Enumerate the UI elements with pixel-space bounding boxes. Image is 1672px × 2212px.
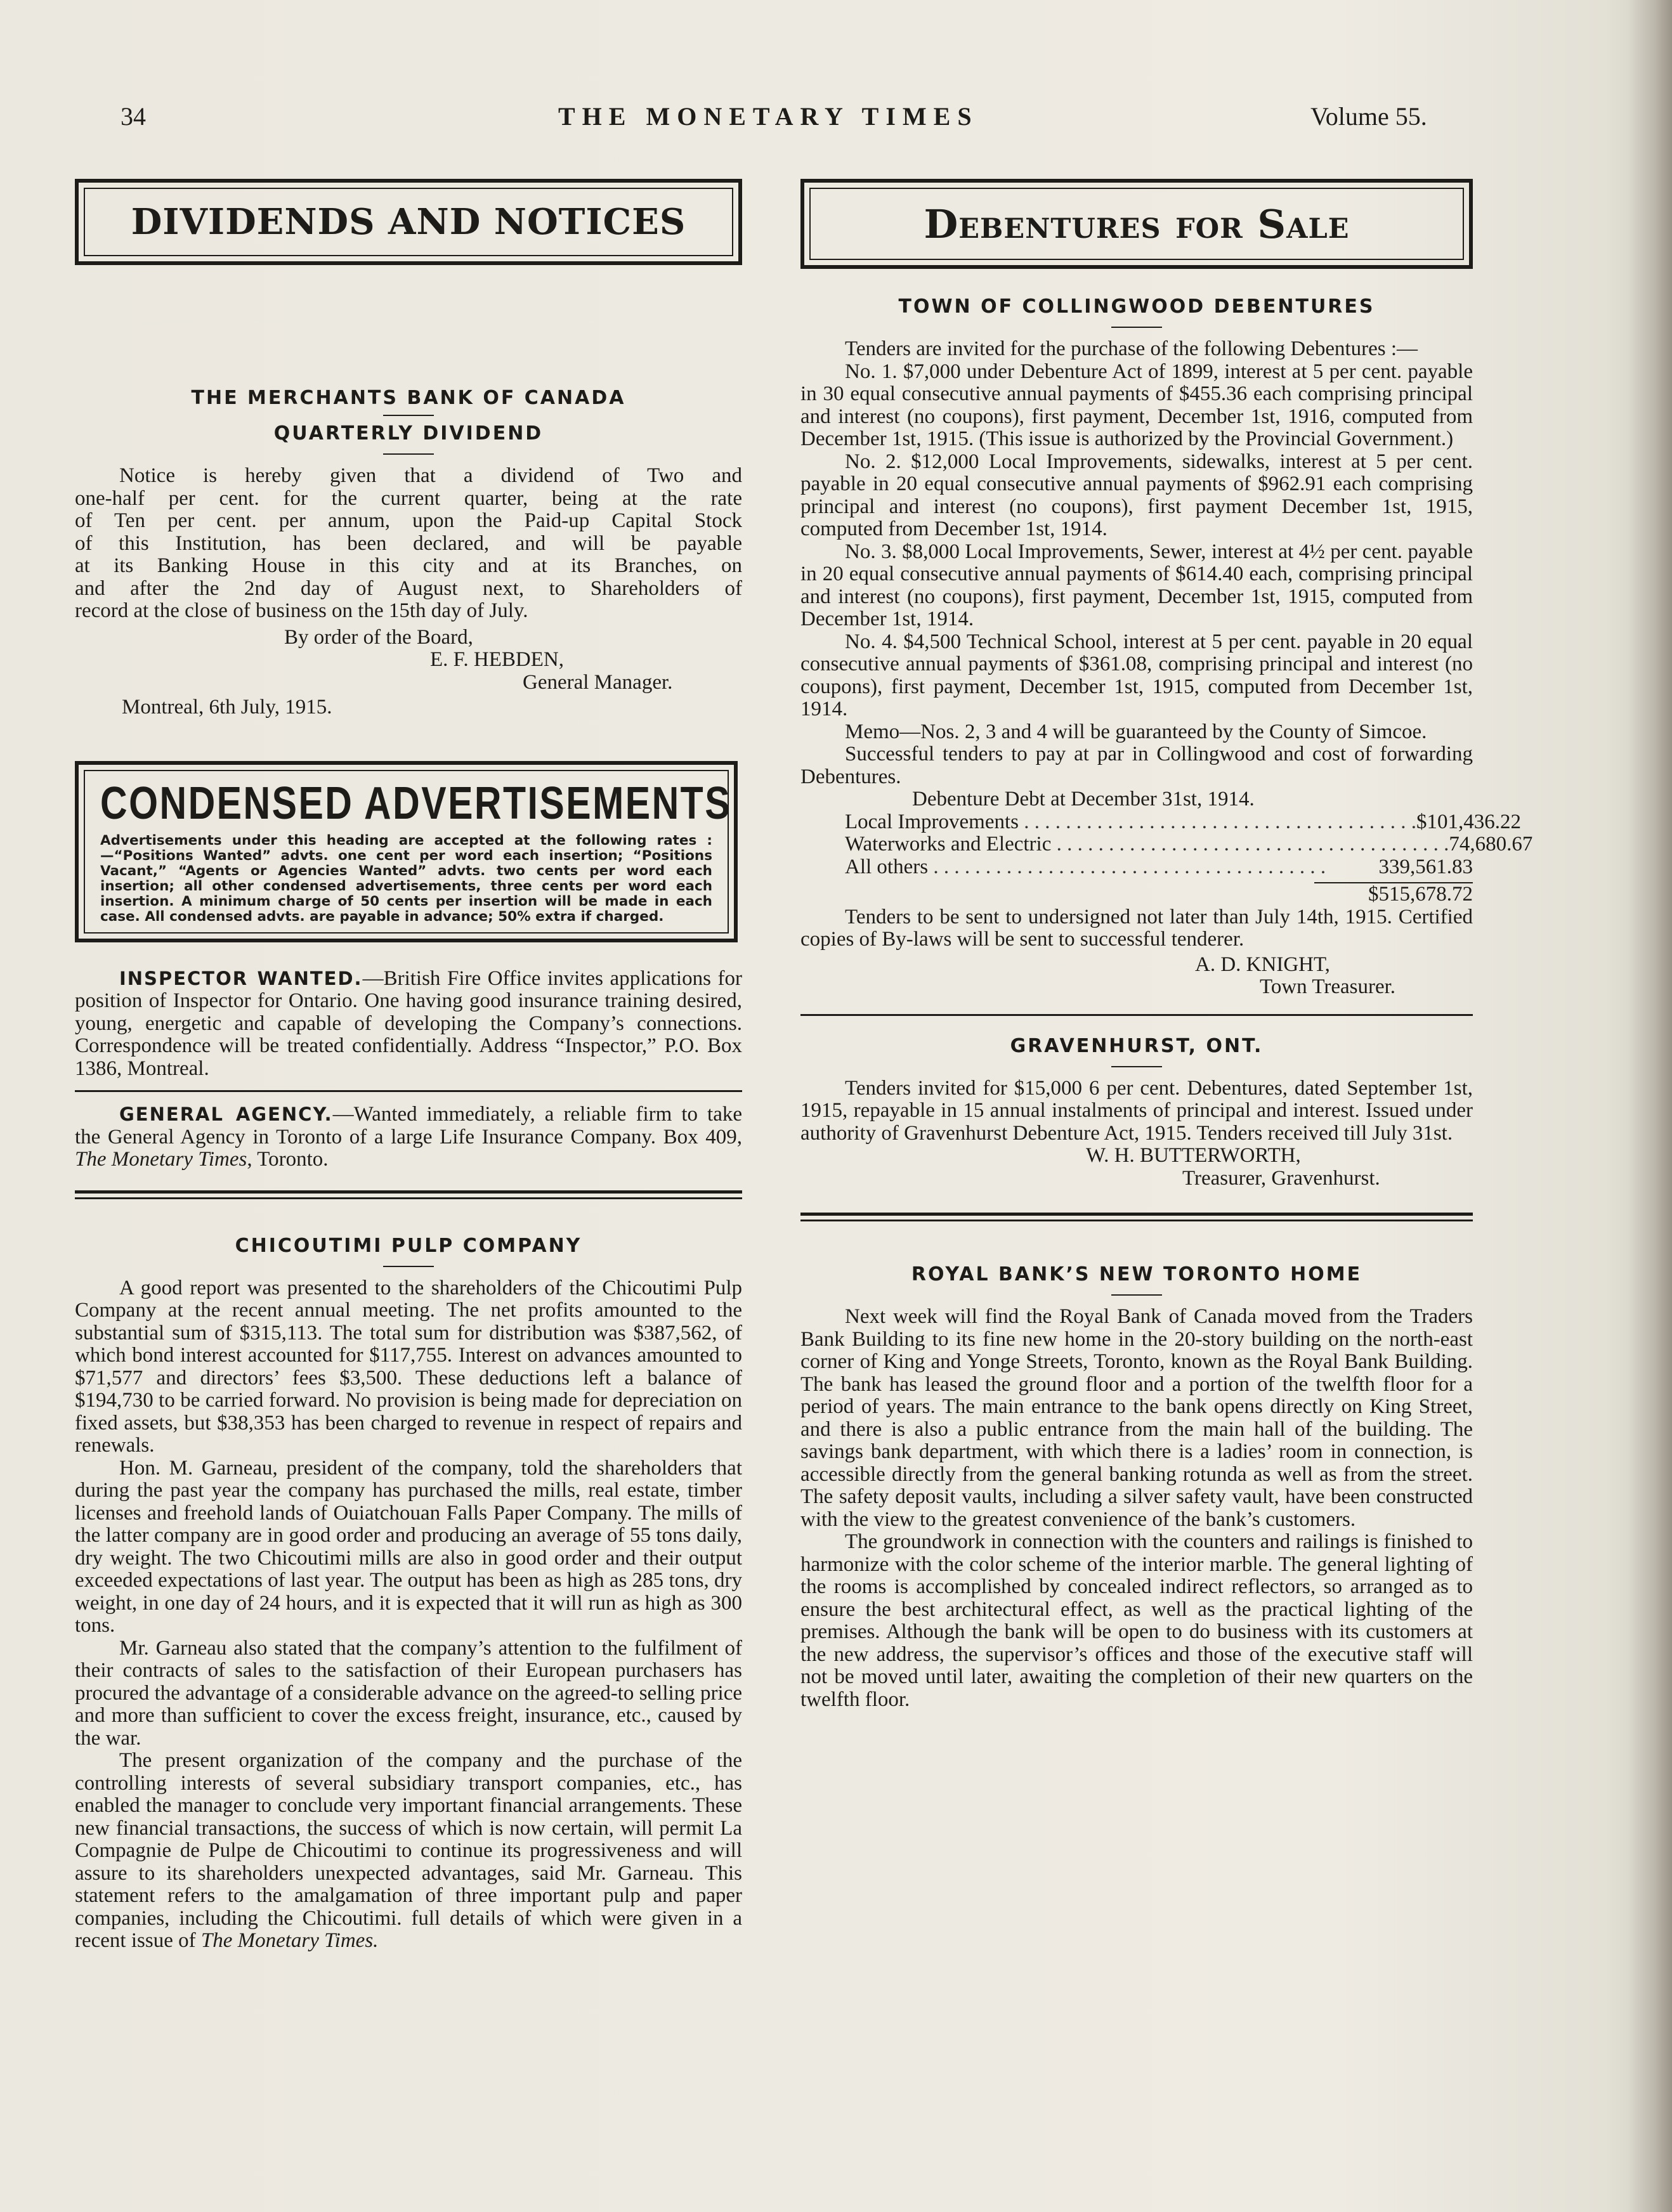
merchants-notice (75, 465, 742, 719)
agency-lead: GENERAL AGENCY. (119, 1103, 333, 1125)
debt-label: Local Improvements (845, 810, 1019, 833)
debenture-no-2: No. 2. $12,000 Local Improvements, sidewalks, interest at 5 per cent. payable in 20 equal consecutive annual payments of $962.91 each comprising principal and interest (no coupons), first payment December 1st, 1915, computed from December 1st, 1914. (800, 450, 1473, 540)
debentures-banner (800, 179, 1473, 269)
condensed-ads-rates: Advertisements under this heading are accepted at the following rates :—“Positions Wanted” advts. one cent per word each insertion; “Positions Vacant,” “Agents or Agencies Wanted” advts. two cents per word each insertion; all other condensed advertisements, three cents per word each insertion. A minimum charge of 50 cents per insertion will be made in each case. All condensed advts. are payable in advance; 50% extra if charged. (100, 832, 712, 925)
publication-title: THE MONETARY TIMES (558, 102, 979, 131)
debt-title: Debenture Debt at December 31st, 1914. (912, 788, 1255, 810)
page-edge-shadow (1628, 0, 1672, 2212)
dividends-banner-title: DIVIDENDS AND NOTICES (84, 188, 733, 256)
leader-dots: . . . . . . . . . . . . . . . . . . . . . . . . . . . . . . . . . . . . . . (928, 855, 1326, 878)
section-divider (800, 1213, 1473, 1221)
chicoutimi-paragraph: Hon. M. Garneau, president of the company, told the shareholders that during the past year the company has purchased the mills, real estate, timber licenses and freehold lands of Ouiatchouan Falls Paper Company. The mills of the latter company are in good order and producing an average of 55 tons daily, dry weight. The two Chicoutimi mills are also in good order and their output exceeded expectations of last year. The output has been as high as 285 tons, dry weight, in one day of 24 hours, and it is expected that it will run as high as 300 tons. (75, 1456, 742, 1637)
debt-row (845, 856, 1473, 879)
section-divider (75, 1190, 742, 1199)
inspector-lead: INSPECTOR WANTED. (119, 967, 363, 989)
chicoutimi-p4-text: The present organization of the company and the purchase of the controlling interests of several subsidiary transport companies, etc., has enabled the manager to conclude very important financial arrangements. These new financial transactions, the success of which is now certain, will permit La Compagnie de Pulpe de Chicoutimi to continue its progressiveness and will assure to its shareholders unexpected advantages, said Mr. Garneau. This statement refers to the amalgamation of three important pulp and paper companies, including the Chicoutimi. full details of which were given in a recent issue of (75, 1749, 742, 1952)
merchants-subheading: QUARTERLY DIVIDEND (273, 422, 544, 445)
divider-short (1111, 1294, 1162, 1296)
notice-line: of this Institution, has been declared, and will be payable (75, 531, 742, 555)
inspector-wanted-ad (75, 968, 742, 1081)
collingwood-successful: Successful tenders to pay at par in Collingwood and cost of forwarding Debentures. (800, 743, 1473, 788)
merchants-header-block (75, 265, 742, 409)
agency-publication: The Monetary Times (75, 1148, 247, 1171)
chicoutimi-paragraph: A good report was presented to the shareholders of the Chicoutimi Pulp Company at the recent annual meeting. The net profits amounted to the substantial sum of $315,113. The total sum for distribution was $387,562, of which bond interest accounted for $117,755. Interest on advances amounted to $71,577 and directors’ fees $3,500. These deductions left a balance of $194,730 to be carried forward. No provision is being made for depreciation on fixed assets, but $38,353 has been charged to revenue in respect of repairs and renewals. (75, 1276, 742, 1457)
debt-table (800, 810, 1533, 906)
collingwood-heading: TOWN OF COLLINGWOOD DEBENTURES (898, 296, 1375, 318)
notice-line: and after the 2nd day of August next, to Shareholders of (75, 576, 742, 600)
debt-amount: $101,436.22 (1416, 810, 1521, 833)
dividends-banner (75, 179, 742, 265)
gravenhurst-notice: Tenders invited for $15,000 6 per cent. Debentures, dated September 1st, 1915, repayable in 15 annual instalments of principal and interest. Issued under authority of Gravenhurst Debenture Act, 1915. Tenders received till July 31st. (800, 1076, 1473, 1145)
divider-short (383, 453, 434, 455)
debt-row (845, 833, 1533, 856)
notice-line: at its Banking House in this city and at its Branches, on (75, 554, 742, 577)
condensed-ads-box (75, 761, 738, 942)
gravenhurst-heading: GRAVENHURST, ONT. (1010, 1034, 1264, 1057)
royal-bank-paragraph: Next week will find the Royal Bank of Canada moved from the Traders Bank Building to its fine new home in the 20-story building on the north-east corner of King and Yonge Streets, Toronto, known as the Royal Bank Building. The bank has leased the ground floor and a portion of the twelfth floor for a period of years. The main entrance to the bank opens directly on King Street, and there is also a public entrance from the main hall of the building. The savings bank department, with which there is a ladies’ room in connection, is accessible directly from the general banking rotunda as well as from the street. The safety deposit vaults, including a silver safety vault, have been constructed with the view to the greatest convenience of the bank’s customers. (800, 1305, 1473, 1531)
page-number: 34 (121, 102, 146, 131)
collingwood-intro: Tenders are invited for the purchase of the following Debentures :— (845, 337, 1418, 360)
debt-row (845, 810, 1521, 834)
notice-line: one-half per cent. for the current quarter, being at the rate (75, 486, 742, 510)
merchants-heading: THE MERCHANTS BANK OF CANADA (191, 387, 626, 409)
chicoutimi-paragraph (75, 1750, 742, 1953)
debt-amount: 339,561.83 (1378, 855, 1473, 878)
collingwood-closing: Tenders to be sent to undersigned not later than July 14th, 1915. Certified copies of By-laws will be sent to successful tenderer. (800, 905, 1473, 951)
debt-amount: 74,680.67 (1449, 833, 1533, 856)
condensed-ads-title: CONDENSED ADVERTISEMENTS (100, 777, 732, 829)
volume-label: Volume 55. (1310, 102, 1427, 131)
right-column (800, 179, 1533, 1711)
divider-short (383, 415, 434, 416)
notice-line: Notice is hereby given that a dividend of Two and (119, 464, 742, 487)
gravenhurst-signer: W. H. BUTTERWORTH, (1086, 1144, 1301, 1167)
royal-bank-heading: ROYAL BANK’S NEW TORONTO HOME (911, 1263, 1362, 1285)
chicoutimi-heading: CHICOUTIMI PULP COMPANY (235, 1234, 582, 1257)
collingwood-memo: Memo—Nos. 2, 3 and 4 will be guaranteed by the County of Simcoe. (845, 720, 1427, 743)
debentures-banner-title: Debentures for Sale (809, 188, 1464, 260)
signer-title: General Manager. (523, 670, 673, 694)
debt-label: Waterworks and Electric (845, 833, 1052, 856)
divider-short (383, 1266, 434, 1267)
left-column (75, 179, 742, 1953)
debenture-no-4: No. 4. $4,500 Technical School, interest at 5 per cent. payable in 20 equal consecutive annual payments of $361.08, comprising principal and interest (no coupons), first payment, December 1st, 1915, computed from December 1st, 1914. (800, 630, 1473, 720)
inspector-body: —British Fire Office invites applications for position of Inspector for Ontario. One having good insurance training desired, young, energetic and capable of developing the Company’s connections. Correspondence will be treated confidentially. Address “Inspector,” P.O. Box 1386, Montreal. (75, 966, 742, 1080)
debt-total: $515,678.72 (1368, 883, 1473, 906)
debt-label: All others (845, 855, 929, 878)
royal-bank-paragraph: The groundwork in connection with the counters and railings is finished to harmonize with the color scheme of the interior marble. The general lighting of the rooms is accomplished by concealed indirect reflectors, so arranged as to ensure the best architectural effect, as well as the practical lighting of the premises. Although the bank will be open to do business with its customers at the new address, the supervisor’s offices and those of the executive staff will not be moved until later, awaiting the completion of their new quarters on the twelfth floor. (800, 1530, 1473, 1711)
notice-line: of Ten per cent. per annum, upon the Paid-up Capital Stock (75, 509, 742, 532)
agency-body: —Wanted immediately, a reliable firm to take the General Agency in Toronto of a large Life Insurance Company. Box 409, (75, 1103, 742, 1148)
gravenhurst-signer-title: Treasurer, Gravenhurst. (1182, 1166, 1380, 1190)
debenture-no-1: No. 1. $7,000 under Debenture Act of 1899, interest at 5 per cent. payable in 30 equal consecutive annual payments of $455.36 each comprising principal and interest (no coupons), first payment, December 1st, 1916, computed from December 1st, 1915. (This issue is authorized by the Provincial Government.) (800, 360, 1473, 450)
condensed-ads-inner (84, 770, 732, 934)
collingwood-signer: A. D. KNIGHT, (1195, 953, 1330, 976)
signer-name: E. F. HEBDEN, (430, 648, 564, 671)
board-order: By order of the Board, (284, 625, 473, 649)
chicoutimi-paragraph: Mr. Garneau also stated that the company’s attention to the fulfilment of their contracts of sales to the satisfaction of their European purchasers has procured the advantage of a considerable advance on the agreed-to selling price and more than sufficient to cover the excess freight, insurance, etc., caused by the war. (75, 1636, 742, 1750)
debenture-no-3: No. 3. $8,000 Local Improvements, Sewer, interest at 4½ per cent. payable in 20 equal consecutive annual payments of $614.40 each, comprising principal and interest (no coupons), first payment, December 1st, 1915, computed from December 1st, 1914. (800, 540, 1473, 630)
general-agency-ad (75, 1103, 742, 1171)
leader-dots: . . . . . . . . . . . . . . . . . . . . . . . . . . . . . . . . . . . . . . (1051, 833, 1449, 856)
notice-place-date: Montreal, 6th July, 1915. (122, 696, 332, 719)
collingwood-signer-title: Town Treasurer. (1260, 975, 1396, 998)
divider-short (1111, 327, 1162, 328)
agency-tail: , Toronto. (247, 1148, 329, 1171)
notice-line: record at the close of business on the 15th day of July. (75, 599, 528, 622)
leader-dots: . . . . . . . . . . . . . . . . . . . . . . . . . . . . . . . . . . . . . . (1019, 810, 1416, 833)
chicoutimi-p4-publication: The Monetary Times. (200, 1929, 379, 1952)
divider-short (1111, 1066, 1162, 1067)
